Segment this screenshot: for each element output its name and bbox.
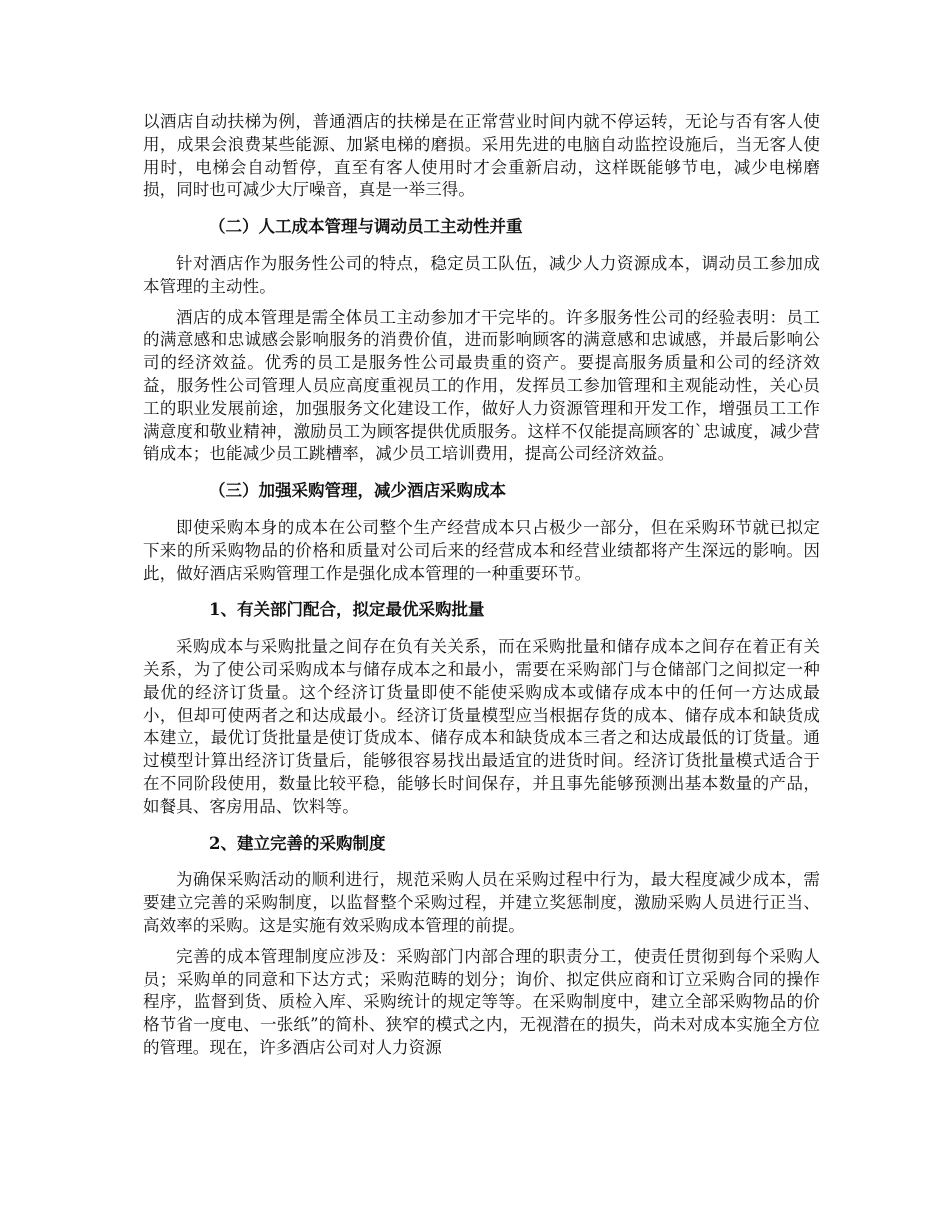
paragraph-stabilize-staff: 针对酒店作为服务性公司的特点，稳定员工队伍，减少人力资源成本，调动员工参加成本管理的主动性。 [143, 253, 820, 296]
paragraph-procurement-impact: 即使采购本身的成本在公司整个生产经营成本只占极少一部分，但在采购环节就已拟定下来的所采购物品的价格和质量对公司后来的经营成本和经营业绩都将产生深远的影响。因此，做好酒店采购管理工作是强化成本管理的一种重要环节。 [143, 517, 820, 583]
paragraph-escalator-example: 以酒店自动扶梯为例，普通酒店的扶梯是在正常营业时间内就不停运转，无论与否有客人使用，成果会浪费某些能源、加紧电梯的磨损。采用先进的电脑自动监控设施后，当无客人使用时，电梯会自动暂停，直至有客人使用时才会重新启动，这样既能够节电，减少电梯磨损，同时也可减少大厅噪音，真是一举三得。 [143, 112, 820, 200]
paragraph-procurement-rules: 为确保采购活动的顺利进行，规范采购人员在采购过程中行为，最大程度减少成本，需要建立完善的采购制度，以监督整个采购过程，并建立奖惩制度，激励采购人员进行正当、高效率的采购。这是实施有效采购成本管理的前提。 [143, 870, 820, 935]
paragraph-cost-management-system: 完善的成本管理制度应涉及：采购部门内部合理的职责分工，使责任贯彻到每个采购人员；采购单的同意和下达方式；采购范畴的划分；询价、拟定供应商和订立采购合同的操作程序，监督到货、质检入库、采购统计的规定等等。在采购制度中，建立全部采购物品的价格节省一度电、一张纸”的简朴、狭窄的模式之内，无视潜在的损失，尚未对成本实施全方位的管理。现在，许多酒店公司对人力资源 [143, 946, 820, 1057]
paragraph-economic-order-quantity: 采购成本与采购批量之间存在负有关关系，而在采购批量和储存成本之间存在着正有关关系，为了使公司采购成本与储存成本之和最小，需要在采购部门与仓储部门之间拟定一种最优的经济订货量。这个经济订货量即使不能使采购成本或储存成本中的任何一方达成最小，但却可使两者之和达成最小。经济订货量模型应当根据存货的成本、储存成本和缺货成本建立，最优订货批量是使订货成本、储存成本和缺货成本三者之和达成最低的订货量。通过模型计算出经济订货量后，能够很容易找出最适宜的进货时间。经济订货批量模式适合于在不同阶段使用，数量比较平稳，能够长时间保存，并且事先能够预测出基本数量的产品，如餐具、客房用品、饮料等。 [143, 637, 820, 816]
section-heading-labor-cost: （二）人工成本管理与调动员工主动性并重 [209, 217, 523, 237]
subheading-procurement-system: 2、建立完善的采购制度 [209, 833, 386, 853]
section-heading-procurement: （三）加强采购管理，减少酒店采购成本 [209, 481, 506, 501]
document-page [143, 111, 820, 1060]
paragraph-employee-participation: 酒店的成本管理是需全体员工主动参加才干完毕的。许多服务性公司的经验表明：员工的满意感和忠诚感会影响服务的消费价值，进而影响顾客的满意感和忠诚感，并最后影响公司的经济效益。优秀的员工是服务性公司最贵重的资产。要提高服务质量和公司的经济效益，服务性公司管理人员应高度重视员工的作用，发挥员工参加管理和主观能动性，关心员工的职业发展前途，加强服务文化建设工作，做好人力资源管理和开发工作，增强员工工作满意度和敬业精神，激励员工为顾客提供优质服务。这样不仅能提高顾客的`忠诚度，减少营销成本；也能减少员工跳槽率，减少员工培训费用，提高公司经济效益。 [143, 307, 820, 464]
subheading-optimal-batch: 1、有关部门配合，拟定最优采购批量 [209, 600, 485, 620]
